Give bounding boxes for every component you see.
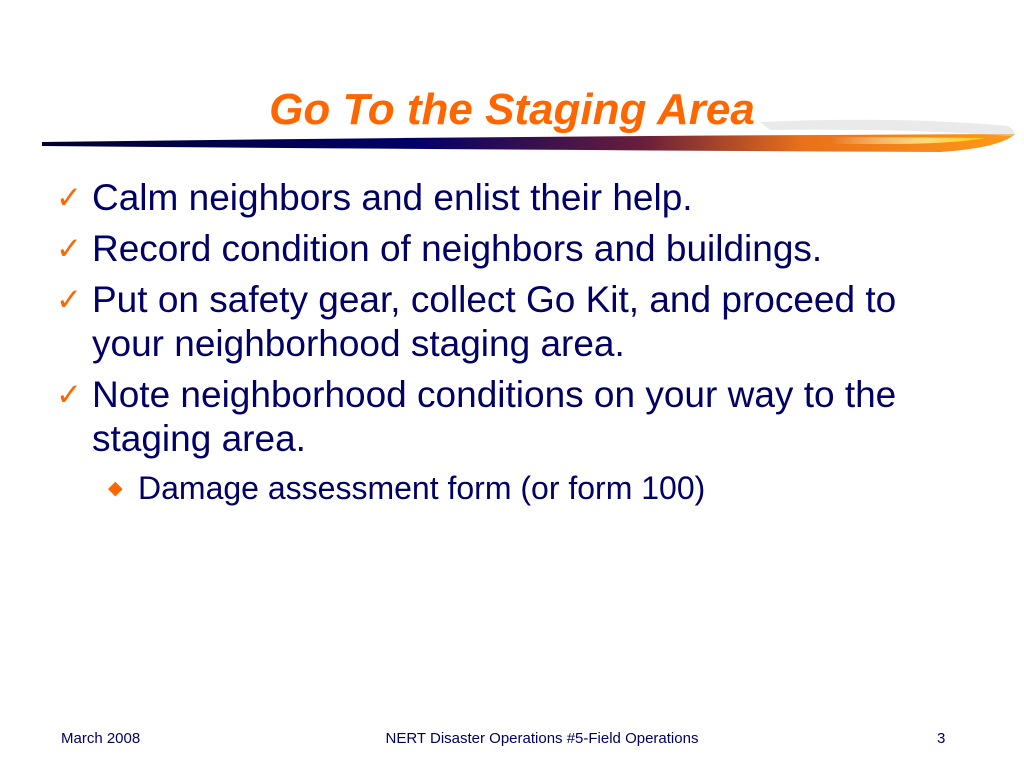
- bullet-text: Record condition of neighbors and buildings.: [92, 228, 823, 269]
- slide-title: Go To the Staging Area: [269, 85, 755, 134]
- checkmark-icon: ✓: [56, 231, 82, 267]
- diamond-icon: ◆: [108, 477, 123, 499]
- checkmark-icon: ✓: [56, 180, 82, 216]
- bullet-item: [56, 176, 976, 220]
- checkmark-icon: ✓: [56, 282, 82, 318]
- footer-date: March 2008: [61, 730, 141, 747]
- bullet-text: Calm neighbors and enlist their help.: [92, 177, 693, 218]
- bullet-list: [56, 176, 976, 508]
- sub-bullet-text: Damage assessment form (or form 100): [138, 470, 706, 506]
- checkmark-icon: ✓: [56, 377, 82, 413]
- bullet-item: [56, 227, 976, 271]
- footer-title: NERT Disaster Operations #5-Field Operations: [385, 730, 699, 747]
- page-number: 3: [937, 730, 946, 747]
- bullet-text: Note neighborhood conditions on your way to the staging area.: [92, 374, 897, 459]
- bullet-text: Put on safety gear, collect Go Kit, and proceed to your neighborhood staging area.: [92, 279, 897, 364]
- bullet-item: [56, 373, 976, 461]
- sub-bullet-item: [56, 468, 976, 508]
- bullet-item: [56, 278, 976, 366]
